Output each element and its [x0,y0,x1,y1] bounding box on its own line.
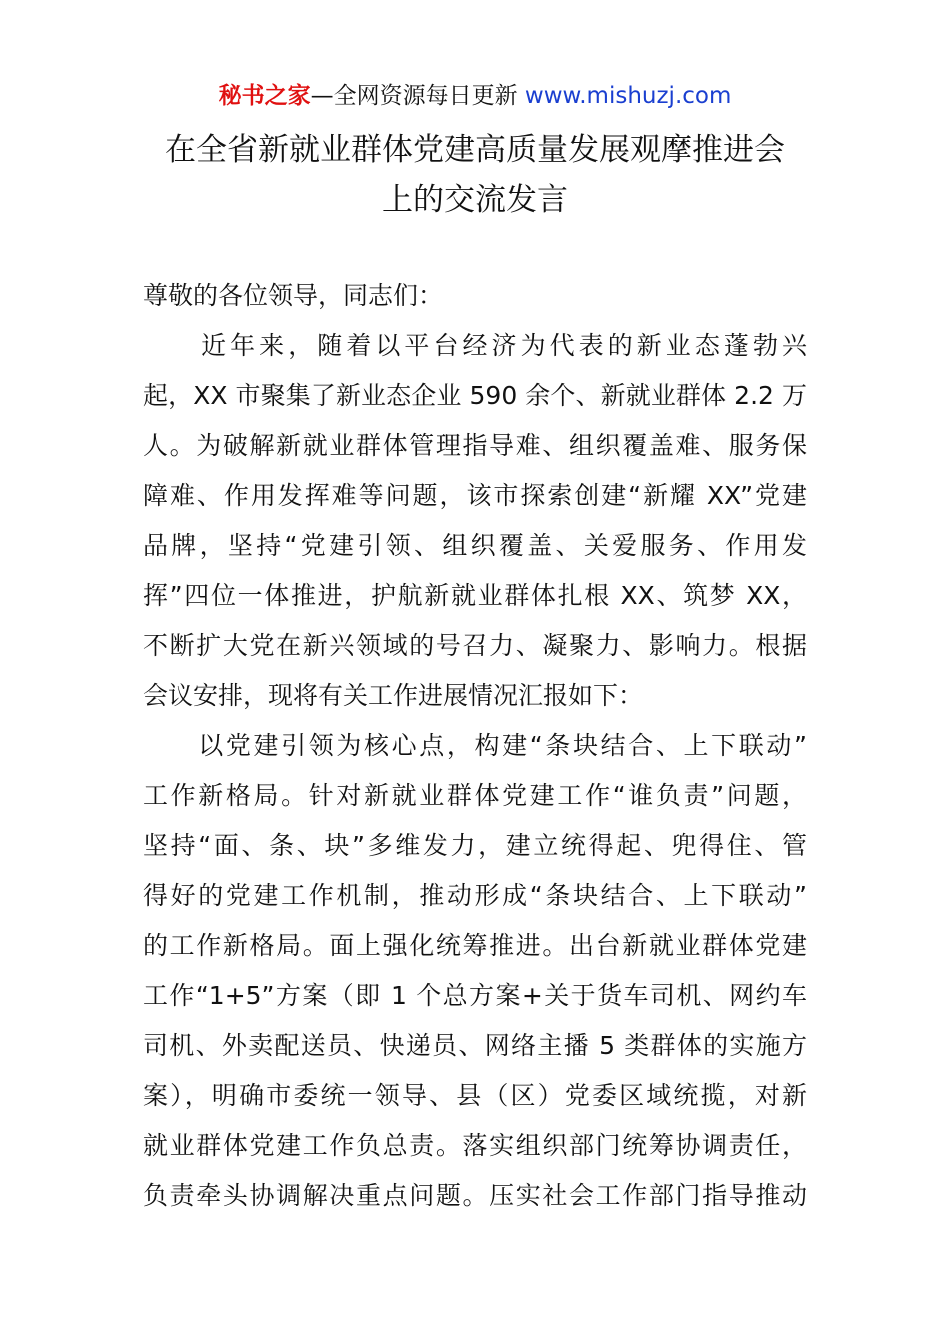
document-title-line-1: 在全省新就业群体党建高质量发展观摩推进会 [165,132,785,168]
body-line: 近年来，随着以平台经济为代表的新业态蓬勃兴 [143,331,807,360]
body-line: 障难、作用发挥难等问题，该市探索创建“新耀 XX”党建 [143,481,807,510]
body-line: 品牌，坚持“党建引领、组织覆盖、关爱服务、作用发 [143,531,807,560]
body-line: 的工作新格局。面上强化统筹推进。出台新就业群体党建 [143,931,807,960]
salutation: 尊敬的各位领导，同志们： [143,281,444,310]
site-tagline: —全网资源每日更新 [310,83,525,109]
body-line: 会议安排，现将有关工作进展情况汇报如下： [143,681,644,710]
body-line: 就业群体党建工作负总责。落实组织部门统筹协调责任， [143,1131,807,1160]
body-line: 司机、外卖配送员、快递员、网络主播 5 类群体的实施方 [143,1031,807,1060]
body-line: 不断扩大党在新兴领域的号召力、凝聚力、影响力。根据 [143,631,807,660]
body-line: 挥”四位一体推进，护航新就业群体扎根 XX、筑梦 XX， [143,581,807,610]
body-line: 以党建引领为核心点，构建“条块结合、上下联动” [143,731,807,760]
body-line: 人。为破解新就业群体管理指导难、组织覆盖难、服务保 [143,431,807,460]
body-line: 案），明确市委统一领导、县（区）党委区域统揽，对新 [143,1081,807,1110]
body-line: 负责牵头协调解决重点问题。压实社会工作部门指导推动 [143,1181,807,1210]
body-line: 工作新格局。针对新就业群体党建工作“谁负责”问题， [143,781,807,810]
site-url[interactable]: www.mishuzj.com [524,83,732,109]
body-line: 坚持“面、条、块”多维发力，建立统得起、兜得住、管 [143,831,807,860]
body-line: 得好的党建工作机制，推动形成“条块结合、上下联动” [143,881,807,910]
document-body [143,271,807,1221]
document-title-line-2: 上的交流发言 [382,182,568,218]
body-line: 工作“1+5”方案（即 1 个总方案+关于货车司机、网约车 [143,981,807,1010]
body-line: 起，XX 市聚集了新业态企业 590 余个、新就业群体 2.2 万 [143,381,807,410]
document-title [100,125,850,225]
site-brand: 秘书之家 [218,83,311,109]
site-header [0,80,950,112]
